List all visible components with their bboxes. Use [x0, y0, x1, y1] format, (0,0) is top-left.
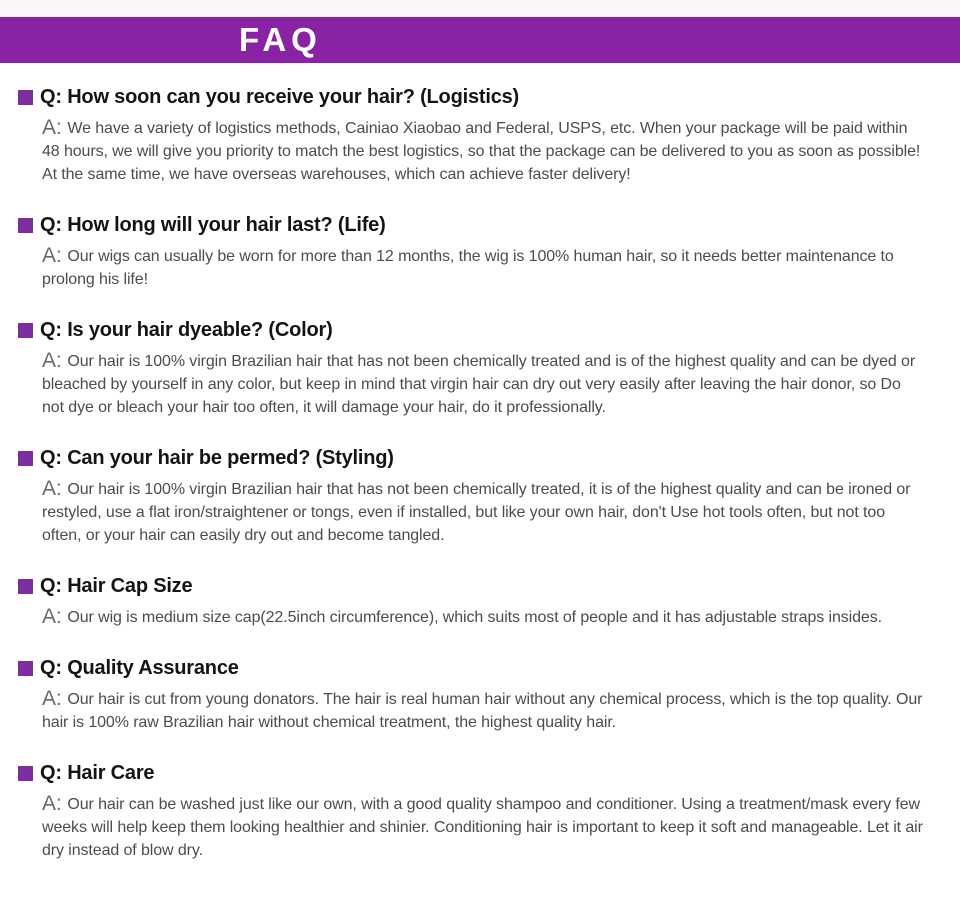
faq-item [18, 86, 940, 186]
faq-item [18, 575, 940, 629]
faq-item [18, 762, 940, 862]
bullet-square-icon [18, 323, 33, 338]
faq-list [0, 63, 960, 862]
question-prefix: Q: [40, 319, 68, 341]
question-row [18, 762, 940, 784]
question-text [40, 447, 394, 469]
question-label: How long will your hair last? (Life) [67, 214, 386, 236]
question-label: How soon can you receive your hair? (Logistics) [67, 86, 519, 108]
answer-text [42, 245, 924, 291]
faq-item [18, 657, 940, 734]
bullet-square-icon [18, 766, 33, 781]
faq-item [18, 447, 940, 547]
answer-body: Our wigs can usually be worn for more than 12 months, the wig is 100% human hair, so it needs better maintenance to prolong his life! [42, 248, 894, 288]
answer-text [42, 688, 924, 734]
answer-text [42, 478, 924, 547]
answer-body: Our hair is 100% virgin Brazilian hair that has not been chemically treated, it is of the highest quality and can be ironed or restyled, use a flat iron/straightener or tongs, even if installed, but like your own hair, don't Use hot tools often, but not too often, or your hair can easily dry out and become tangled. [42, 481, 911, 544]
question-text [40, 657, 239, 679]
answer-text [42, 117, 924, 186]
answer-text [42, 606, 924, 629]
question-prefix: Q: [40, 447, 68, 469]
bullet-square-icon [18, 579, 33, 594]
answer-prefix: A: [42, 349, 68, 372]
question-label: Quality Assurance [67, 657, 239, 679]
answer-text [42, 350, 924, 419]
page-title: FAQ [239, 21, 322, 58]
bullet-square-icon [18, 90, 33, 105]
question-prefix: Q: [40, 214, 68, 236]
answer-prefix: A: [42, 605, 68, 628]
question-text [40, 575, 192, 597]
bullet-square-icon [18, 218, 33, 233]
question-text [40, 214, 386, 236]
question-label: Hair Care [67, 762, 155, 784]
answer-prefix: A: [42, 687, 68, 710]
question-prefix: Q: [40, 575, 68, 597]
question-row [18, 86, 940, 108]
question-prefix: Q: [40, 86, 68, 108]
question-text [40, 86, 519, 108]
question-prefix: Q: [40, 762, 68, 784]
answer-prefix: A: [42, 244, 68, 267]
question-label: Hair Cap Size [67, 575, 193, 597]
faq-item [18, 319, 940, 419]
question-label: Can your hair be permed? (Styling) [67, 447, 394, 469]
bullet-square-icon [18, 451, 33, 466]
bullet-square-icon [18, 661, 33, 676]
question-text [40, 319, 333, 341]
question-prefix: Q: [40, 657, 68, 679]
answer-body: Our hair is 100% virgin Brazilian hair that has not been chemically treated and is of the highest quality and can be dyed or bleached by yourself in any color, but keep in mind that virgin hair can dry out very easily after leaving the hair donor, so Do not dye or bleach your hair too often, it will damage your hair, do it professionally. [42, 353, 916, 416]
answer-prefix: A: [42, 477, 68, 500]
answer-prefix: A: [42, 116, 68, 139]
answer-body: Our hair can be washed just like our own, with a good quality shampoo and conditioner. Using a treatment/mask every few weeks will help keep them looking healthier and shinier. Conditioning hair is important to keep it soft and manageable. Let it air dry instead of blow dry. [42, 796, 923, 859]
question-row [18, 657, 940, 679]
question-label: Is your hair dyeable? (Color) [67, 319, 333, 341]
answer-text [42, 793, 924, 862]
faq-item [18, 214, 940, 291]
question-row [18, 214, 940, 236]
answer-body: We have a variety of logistics methods, Cainiao Xiaobao and Federal, USPS, etc. When your package will be paid within 48 hours, we will give you priority to match the best logistics, so that the package can be delivered to you as soon as possible! At the same time, we have overseas warehouses, which can achieve faster delivery! [42, 120, 921, 183]
question-row [18, 319, 940, 341]
header-bar [0, 17, 960, 63]
top-strip [0, 0, 960, 17]
answer-body: Our hair is cut from young donators. The hair is real human hair without any chemical process, which is the top quality. Our hair is 100% raw Brazilian hair without chemical treatment, the highest quality hair. [42, 691, 923, 731]
answer-prefix: A: [42, 792, 68, 815]
question-text [40, 762, 154, 784]
answer-body: Our wig is medium size cap(22.5inch circumference), which suits most of people and it has adjustable straps insides. [67, 609, 882, 626]
question-row [18, 447, 940, 469]
question-row [18, 575, 940, 597]
